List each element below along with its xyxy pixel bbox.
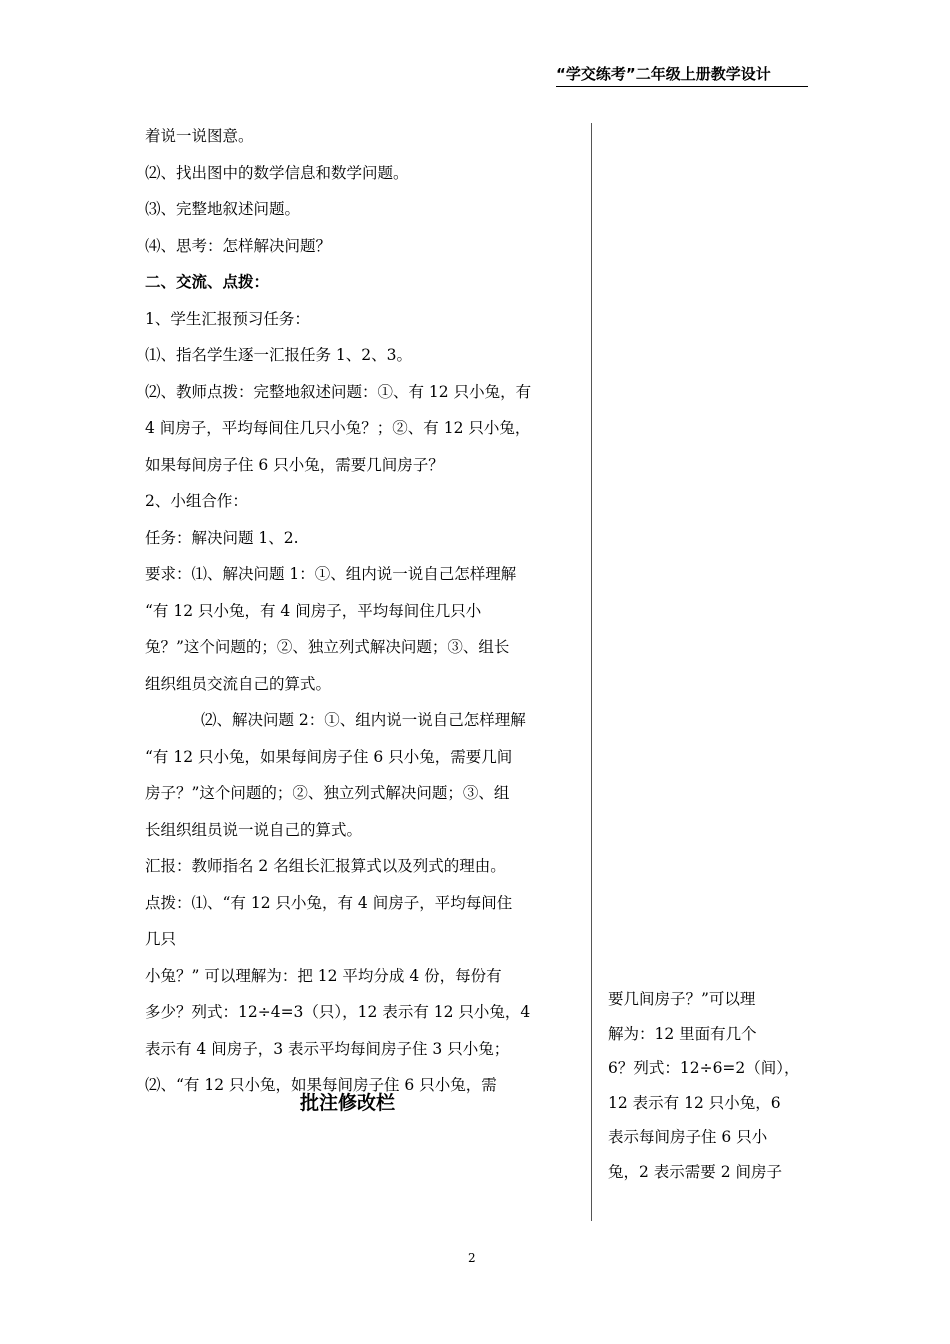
side-text-line: 12 表示有 12 只小兔，6 — [608, 1093, 781, 1112]
side-text-line: 兔，2 表示需要 2 间房子 — [608, 1162, 783, 1181]
text-line: 多少？列式：12÷4=3（只），12 表示有 12 只小兔，4 — [145, 1003, 531, 1021]
side-text-line: 要几间房子？”可以理 — [608, 990, 756, 1008]
text-line: 任务：解决问题 1、2. — [145, 528, 299, 547]
text-line: 2、小组合作： — [145, 492, 248, 510]
text-line: ⑵、“有 12 只小兔，如果每间房子住 6 只小兔，需 — [145, 1076, 497, 1094]
page-number: 2 — [468, 1251, 476, 1265]
text-line: 组织组员交流自己的算式。 — [145, 674, 332, 693]
text-line: 1、学生汇报预习任务： — [145, 309, 310, 328]
column-divider — [591, 123, 592, 1221]
header-title: “学交练考”二年级上册教学设计 — [556, 65, 771, 83]
text-line: 兔？”这个问题的；②、独立列式解决问题；③、组长 — [145, 638, 510, 656]
main-text-column — [145, 118, 585, 1104]
text-line: ⑵、教师点拨：完整地叙述问题：①、有 12 只小兔，有 — [145, 382, 532, 401]
text-line: ⑶、完整地叙述问题。 — [145, 200, 301, 218]
text-line: ⑵、解决问题 2：①、组内说一说自己怎样理解 — [201, 711, 526, 729]
text-line: 如果每间房子住 6 只小兔，需要几间房子？ — [145, 455, 444, 474]
side-text-line: 表示每间房子住 6 只小 — [608, 1128, 768, 1147]
text-line: 4 间房子，平均每间住几只小兔？；②、有 12 只小兔， — [145, 419, 531, 437]
text-line: 几只 — [145, 930, 177, 948]
text-line: 长组织组员说一说自己的算式。 — [145, 820, 363, 839]
text-line: ⑵、找出图中的数学信息和数学问题。 — [145, 163, 409, 182]
side-text-line: 6？列式：12÷6=2（间）， — [608, 1059, 800, 1078]
section-heading: 二、交流、点拨： — [145, 273, 270, 291]
text-line: 表示有 4 间房子，3 表示平均每间房子住 3 只小兔； — [145, 1039, 510, 1058]
side-text-line: 解为：12 里面有几个 — [608, 1024, 757, 1043]
text-line: 着说一说图意。 — [145, 127, 254, 145]
text-line: 房子？”这个问题的；②、独立列式解决问题；③、组 — [145, 784, 510, 802]
text-line: “有 12 只小兔，如果每间房子住 6 只小兔，需要几间 — [145, 747, 513, 766]
header-rule — [556, 86, 808, 87]
text-line: 点拨：⑴、“有 12 只小兔，有 4 间房子，平均每间住 — [145, 893, 513, 912]
side-text-column — [608, 982, 814, 1190]
annotation-column-title: 批注修改栏 — [300, 1092, 396, 1114]
text-line: “有 12 只小兔，有 4 间房子，平均每间住几只小 — [145, 601, 482, 620]
text-line: 要求：⑴、解决问题 1：①、组内说一说自己怎样理解 — [145, 565, 517, 583]
text-line: 汇报：教师指名 2 名组长汇报算式以及列式的理由。 — [145, 857, 506, 875]
text-line: ⑴、指名学生逐一汇报任务 1、2、3。 — [145, 346, 413, 364]
text-line: ⑷、思考：怎样解决问题？ — [145, 236, 332, 255]
text-line: 小兔？” 可以理解为：把 12 平均分成 4 份，每份有 — [145, 966, 502, 985]
